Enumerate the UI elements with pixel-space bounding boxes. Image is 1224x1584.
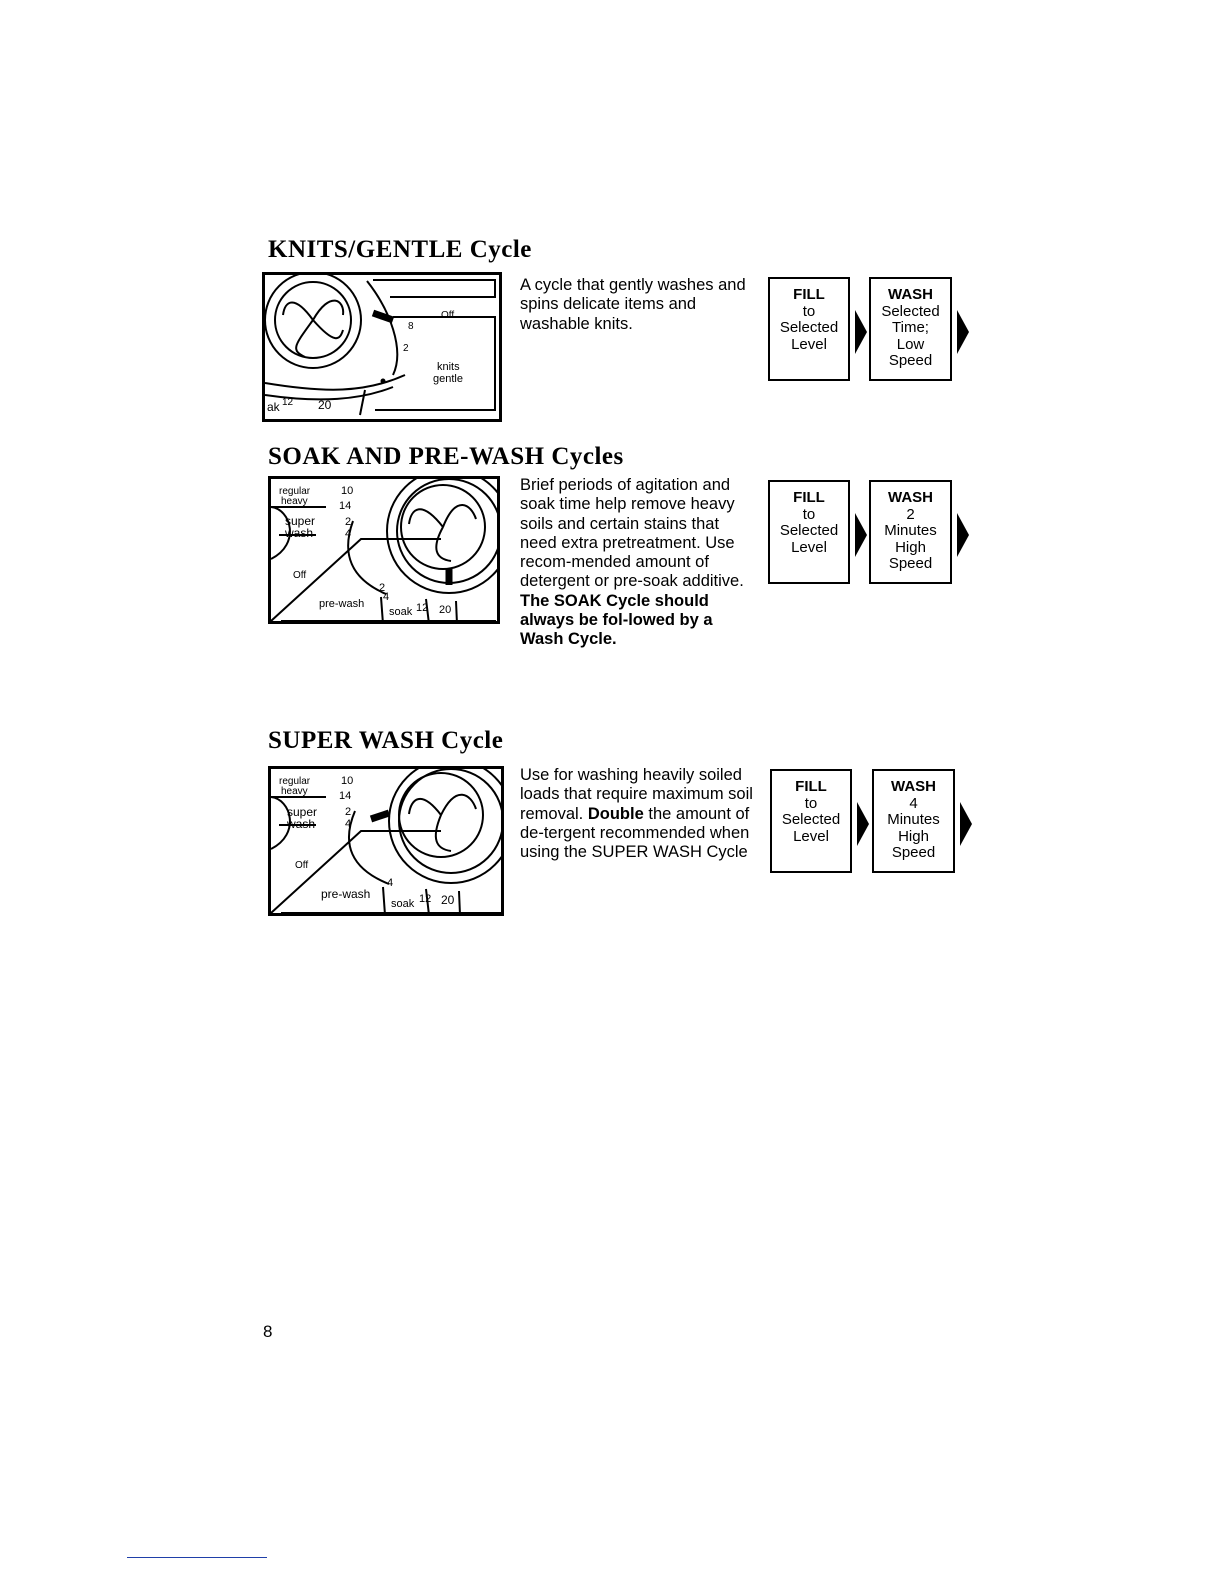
soak-prewash-dial-illustration (268, 476, 500, 624)
dial-label-10: 10 (341, 485, 354, 497)
dial-label-4: 4 (345, 528, 352, 540)
dial-label-soak: soak (389, 606, 413, 618)
dial-label-partial: ak (267, 400, 280, 414)
knits-fill-stage: FILL to Selected Level (768, 277, 850, 381)
section-title-knits-gentle: KNITS/GENTLE Cycle (268, 236, 532, 263)
dial-label-14: 14 (339, 790, 352, 802)
arrow-right-icon (857, 802, 869, 846)
dial-label-super: super (287, 805, 318, 819)
dial-label-super: super (285, 514, 316, 528)
dial-label-off: Off (295, 860, 309, 871)
dial-label-soak: soak (391, 898, 415, 910)
soak-prewash-description: Brief periods of agitation and soak time help remove heavy soils and certain stains that need extra pretreatment. Use recom-mended amount of detergent or pre-soak additive. The SOAK Cycle should always be fol-lowed by a Wash Cycle. (520, 476, 744, 649)
arrow-right-icon (855, 513, 867, 557)
arrow-right-icon (957, 310, 969, 354)
dial-label-knits: knits (437, 361, 460, 373)
dial-label-2: 2 (345, 516, 352, 528)
dial-label-heavy: heavy (281, 496, 308, 507)
dial-label-12: 12 (282, 397, 294, 408)
dial-label-2: 2 (379, 582, 386, 594)
dial-label-heavy: heavy (281, 786, 308, 797)
dial-label-4: 4 (345, 818, 352, 830)
section-title-super-wash: SUPER WASH Cycle (268, 727, 504, 754)
arrow-right-icon (855, 310, 867, 354)
dial-label-12: 12 (416, 602, 429, 614)
super-wash-description: Use for washing heavily soiled loads that require maximum soil removal. Double the amount of de-tergent recommended when using the SUPER WASH Cycle (520, 766, 753, 862)
dial-label-wash: wash (285, 526, 314, 540)
knits-gentle-dial-illustration (262, 272, 502, 422)
dial-label-20: 20 (441, 893, 455, 907)
dial-label-gentle: gentle (433, 373, 463, 385)
dial-label-2: 2 (345, 806, 352, 818)
section-title-soak-prewash: SOAK AND PRE-WASH Cycles (268, 443, 624, 470)
dial-label-regular: regular (279, 486, 311, 497)
soak-fill-stage: FILL to Selected Level (768, 480, 850, 584)
dial-label-8: 8 (408, 321, 414, 332)
knits-wash-stage: WASH Selected Time; Low Speed (869, 277, 952, 381)
super-fill-stage: FILL to Selected Level (770, 769, 852, 873)
dial-label-wash: wash (287, 817, 316, 831)
arrow-right-icon (960, 802, 972, 846)
knits-gentle-description: A cycle that gently washes and spins delicate items and washable knits. (520, 276, 746, 333)
super-wash-stage: WASH 4 Minutes High Speed (872, 769, 955, 873)
dial-label-pre-wash: pre-wash (321, 887, 371, 901)
dial-label-14: 14 (339, 500, 352, 512)
dial-label-20: 20 (318, 398, 332, 412)
dial-label-2: 2 (403, 343, 409, 354)
arrow-right-icon (957, 513, 969, 557)
dial-label-off: Off (441, 310, 455, 321)
soak-wash-stage: WASH 2 Minutes High Speed (869, 480, 952, 584)
dial-label-pre-wash: pre-wash (319, 598, 365, 610)
dial-label-off: Off (293, 570, 307, 581)
super-wash-dial-illustration (268, 766, 504, 916)
dial-label-12: 12 (419, 893, 432, 905)
page-number: 8 (263, 1322, 273, 1341)
footnote-divider (127, 1557, 267, 1558)
dial-label-20: 20 (439, 604, 452, 616)
dial-label-4: 4 (387, 877, 394, 889)
dial-label-4: 4 (383, 591, 390, 603)
dial-label-regular: regular (279, 776, 311, 787)
dial-label-10: 10 (341, 775, 354, 787)
